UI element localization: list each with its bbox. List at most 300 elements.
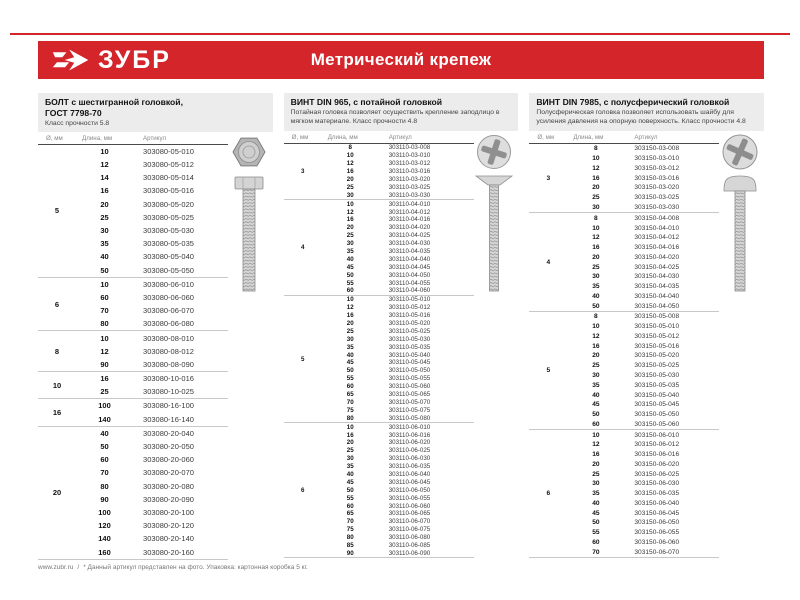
length-value: 50 (346, 271, 354, 279)
article-value: 303110-06-085 (388, 541, 431, 549)
length-value: 10 (100, 146, 109, 156)
article-value: 303110-04-055 (388, 279, 431, 287)
article-value: 303110-05-050 (388, 367, 431, 375)
article-value: 303080-20-060 (143, 455, 194, 465)
length-value: 35 (346, 343, 354, 351)
article-value: 303080-06-010 (143, 279, 194, 289)
length-value: 60 (592, 539, 600, 546)
length-value: 25 (592, 194, 600, 202)
length-value: 30 (592, 480, 600, 488)
length-value: 85 (346, 541, 354, 549)
length-value: 50 (592, 302, 600, 310)
article-value: 303110-06-030 (388, 455, 431, 463)
length-value: 12 (592, 164, 600, 172)
table-row (322, 534, 474, 542)
length-value: 35 (592, 283, 600, 291)
length-value: 75 (346, 526, 354, 534)
length-value: 45 (346, 263, 354, 271)
article-value: 303080-20-140 (143, 534, 194, 544)
article-value: 303150-05-020 (634, 352, 680, 360)
length-value: 10 (100, 279, 109, 289)
diameter-group (38, 145, 228, 278)
table-row (322, 414, 474, 422)
table-row (76, 331, 228, 344)
length-value: 40 (100, 252, 109, 262)
table-row (76, 264, 228, 277)
col-header-article: Артикул (634, 134, 658, 141)
article-value: 303080-05-040 (143, 252, 194, 262)
article-value: 303110-06-050 (388, 486, 431, 494)
article-value: 303110-04-020 (388, 224, 431, 232)
article-value: 303080-05-014 (143, 173, 194, 183)
article-value: 303150-06-045 (634, 509, 680, 517)
table-row (322, 486, 474, 494)
length-value: 14 (100, 173, 109, 183)
length-value: 55 (346, 494, 354, 502)
length-value: 16 (592, 342, 600, 350)
col-header-article: Артикул (143, 134, 167, 142)
length-value: 16 (592, 174, 600, 182)
length-value: 8 (594, 313, 598, 321)
article-value: 303110-05-045 (388, 359, 431, 367)
length-value: 10 (592, 224, 600, 232)
article-value: 303110-05-070 (388, 398, 431, 406)
article-value: 303110-05-040 (388, 351, 431, 359)
countersunk-screw-photo (470, 131, 518, 293)
table-row (322, 399, 474, 407)
length-value: 10 (346, 296, 354, 304)
table-row (567, 489, 719, 499)
length-value: 45 (346, 478, 354, 486)
table-row (567, 528, 719, 538)
article-value: 303110-03-016 (388, 168, 431, 176)
table-column-headers (38, 132, 228, 144)
table-row (76, 158, 228, 171)
table-row (322, 216, 474, 224)
table-row (567, 233, 719, 243)
table-row (567, 538, 719, 548)
length-value: 90 (100, 494, 109, 504)
article-value: 303110-04-050 (388, 271, 431, 279)
diameter-value: 6 (54, 299, 60, 309)
table-row (322, 312, 474, 320)
diameter-group (38, 331, 228, 372)
table-row (567, 272, 719, 282)
article-value: 303110-05-065 (388, 391, 431, 399)
length-value: 50 (592, 519, 600, 527)
sections (38, 93, 764, 560)
article-value: 303150-06-050 (634, 519, 680, 527)
table-row (76, 211, 228, 224)
article-value: 303080-05-012 (143, 160, 194, 170)
length-value: 40 (592, 499, 600, 507)
table-row (322, 406, 474, 414)
length-value: 45 (346, 359, 354, 367)
footer-separator: / (77, 564, 80, 571)
article-value: 303080-16-140 (143, 414, 194, 424)
length-value: 20 (100, 199, 109, 209)
length-value: 25 (592, 362, 600, 370)
length-value: 25 (346, 327, 354, 335)
length-value: 40 (592, 391, 600, 399)
article-value: 303080-10-025 (143, 387, 194, 397)
table-row (322, 471, 474, 479)
length-value: 35 (592, 490, 600, 498)
length-value: 20 (346, 439, 354, 447)
length-value: 70 (100, 468, 109, 478)
table-row (76, 358, 228, 371)
length-value: 90 (346, 549, 354, 557)
product-photo (716, 131, 764, 293)
table-row (76, 317, 228, 330)
length-value: 70 (592, 548, 600, 556)
length-value: 30 (346, 335, 354, 343)
table-row (322, 439, 474, 447)
article-value: 303080-20-070 (143, 468, 194, 478)
article-value: 303150-05-050 (634, 411, 680, 419)
article-value: 303080-20-100 (143, 507, 194, 517)
section-title: ВИНТ DIN 965, с потайной головкой (290, 97, 443, 107)
article-value: 303150-05-060 (634, 420, 680, 428)
table-row (322, 423, 474, 431)
article-value: 303150-06-040 (634, 499, 680, 507)
length-value: 30 (346, 240, 354, 248)
table-row (76, 250, 228, 263)
table-row (76, 345, 228, 358)
length-value: 12 (346, 304, 354, 312)
article-value: 303150-04-010 (634, 224, 680, 232)
length-value: 16 (346, 168, 354, 176)
footer (38, 564, 308, 571)
article-value: 303110-03-010 (388, 152, 431, 160)
article-value: 303110-06-080 (388, 534, 431, 542)
catalog-section (38, 93, 273, 560)
article-value: 303150-05-030 (634, 371, 680, 379)
diameter-value: 3 (546, 174, 551, 182)
article-value: 303150-05-008 (634, 313, 680, 321)
diameter-group (38, 399, 228, 426)
article-value: 303150-06-010 (634, 431, 680, 439)
length-value: 16 (346, 312, 354, 320)
article-value: 303150-03-010 (634, 155, 680, 163)
length-value: 60 (592, 420, 600, 428)
article-value: 303110-04-035 (388, 248, 431, 256)
length-value: 80 (346, 534, 354, 542)
table-row (567, 312, 719, 322)
table-row (76, 413, 228, 426)
diameter-value: 4 (300, 244, 305, 252)
footer-site: www.zubr.ru (38, 564, 74, 571)
article-value: 303110-06-070 (388, 518, 431, 526)
article-value: 303110-03-008 (388, 144, 431, 152)
length-value: 10 (346, 200, 354, 208)
article-value: 303080-06-070 (143, 306, 194, 316)
table-row (567, 252, 719, 262)
catalog-section (529, 93, 764, 560)
table-row (322, 463, 474, 471)
length-value: 40 (592, 292, 600, 300)
article-value: 303110-04-045 (388, 263, 431, 271)
length-value: 35 (592, 381, 600, 389)
article-value: 303080-20-090 (143, 494, 194, 504)
diameter-group (529, 213, 719, 312)
table-row (567, 282, 719, 292)
table-row (322, 478, 474, 486)
article-value: 303150-03-016 (634, 174, 680, 182)
table-row (76, 532, 228, 545)
article-value: 303150-04-025 (634, 263, 680, 271)
table-row (567, 223, 719, 233)
length-value: 12 (346, 160, 354, 168)
article-value: 303080-08-090 (143, 359, 194, 369)
table-row (567, 440, 719, 450)
logo-text: ЗУБР (98, 45, 171, 74)
section-title: БОЛТ с шестигранной головкой, ГОСТ 7798-70 (45, 97, 183, 118)
length-value: 35 (346, 248, 354, 256)
article-value: 303080-08-012 (143, 346, 194, 356)
article-value: 303110-06-075 (388, 526, 431, 534)
article-value: 303150-04-050 (634, 302, 680, 310)
table-row (567, 291, 719, 301)
article-value: 303080-05-010 (143, 146, 194, 156)
article-value: 303080-08-010 (143, 333, 194, 343)
diameter-value: 5 (546, 367, 551, 375)
length-value: 16 (592, 244, 600, 252)
length-value: 25 (346, 232, 354, 240)
length-value: 30 (346, 455, 354, 463)
table-row (76, 519, 228, 532)
length-value: 12 (100, 346, 109, 356)
table-row (567, 341, 719, 351)
article-value: 303110-05-012 (388, 304, 431, 312)
col-header-diameter: Ø, мм (537, 134, 555, 141)
table-row (76, 237, 228, 250)
article-value: 303110-05-080 (388, 414, 431, 422)
length-value: 40 (346, 351, 354, 359)
table-row (567, 450, 719, 460)
length-value: 10 (100, 333, 109, 343)
table-row (76, 145, 228, 158)
product-photo (225, 131, 273, 293)
length-value: 35 (100, 239, 109, 249)
products-table (38, 144, 228, 560)
length-value: 65 (346, 510, 354, 518)
table-row (567, 183, 719, 193)
article-value: 303110-06-090 (388, 549, 431, 557)
article-value: 303150-04-008 (634, 214, 680, 222)
article-value: 303080-05-025 (143, 212, 194, 222)
article-value: 303080-05-035 (143, 239, 194, 249)
diameter-value: 20 (52, 488, 62, 498)
table-row (567, 419, 719, 429)
article-value: 303150-05-012 (634, 332, 680, 340)
length-value: 25 (100, 387, 109, 397)
article-value: 303150-04-012 (634, 234, 680, 242)
length-value: 140 (98, 534, 111, 544)
length-value: 30 (592, 273, 600, 281)
article-value: 303150-06-020 (634, 460, 680, 468)
table-row (567, 361, 719, 371)
table-row (567, 460, 719, 470)
table-row (567, 508, 719, 518)
diameter-value: 5 (54, 206, 60, 216)
length-value: 140 (98, 414, 111, 424)
length-value: 20 (346, 320, 354, 328)
diameter-value: 3 (300, 168, 305, 176)
table-row (322, 287, 474, 295)
length-value: 10 (592, 431, 600, 439)
top-rule (10, 33, 790, 35)
table-row (322, 383, 474, 391)
length-value: 50 (346, 486, 354, 494)
table-row (76, 385, 228, 398)
section-header (529, 93, 764, 131)
header-band (38, 41, 764, 79)
article-value: 303110-05-075 (388, 406, 431, 414)
length-value: 25 (592, 470, 600, 478)
length-value: 70 (346, 398, 354, 406)
article-value: 303110-05-016 (388, 312, 431, 320)
length-value: 20 (346, 224, 354, 232)
article-value: 303080-05-016 (143, 186, 194, 196)
length-value: 16 (100, 186, 109, 196)
diameter-group (284, 296, 474, 423)
table-row (322, 255, 474, 263)
length-value: 16 (592, 451, 600, 459)
table-row (322, 447, 474, 455)
length-value: 60 (100, 292, 109, 302)
diameter-group (284, 200, 474, 296)
table-row (567, 173, 719, 183)
article-value: 303080-20-040 (143, 428, 194, 438)
table-row (322, 494, 474, 502)
table-row (322, 375, 474, 383)
article-value: 303150-06-030 (634, 480, 680, 488)
table-row (567, 479, 719, 489)
diameter-group (284, 423, 474, 558)
article-value: 303110-05-030 (388, 335, 431, 343)
length-value: 20 (592, 253, 600, 261)
article-value: 303110-06-065 (388, 510, 431, 518)
table-column-headers (284, 131, 474, 143)
article-value: 303110-05-025 (388, 327, 431, 335)
table-row (567, 262, 719, 272)
diameter-value: 6 (546, 490, 551, 498)
length-value: 35 (346, 463, 354, 471)
length-value: 60 (346, 502, 354, 510)
table-row (322, 191, 474, 199)
table-row (567, 203, 719, 213)
length-value: 10 (592, 155, 600, 163)
length-value: 8 (594, 214, 598, 222)
products-table (284, 143, 474, 558)
table-row (76, 480, 228, 493)
article-value: 303150-04-016 (634, 244, 680, 252)
length-value: 40 (346, 255, 354, 263)
col-header-length: Длина, мм (573, 134, 604, 141)
article-value: 303080-20-160 (143, 547, 194, 557)
length-value: 50 (346, 367, 354, 375)
table-row (322, 263, 474, 271)
table-row (322, 200, 474, 208)
article-value: 303110-04-016 (388, 216, 431, 224)
diameter-value: 4 (546, 258, 551, 266)
article-value: 303110-04-030 (388, 240, 431, 248)
table-row (567, 469, 719, 479)
article-value: 303110-06-016 (388, 431, 431, 439)
table-row (76, 184, 228, 197)
article-value: 303080-20-120 (143, 521, 194, 531)
table-row (567, 243, 719, 253)
length-value: 75 (346, 406, 354, 414)
article-value: 303110-06-035 (388, 463, 431, 471)
table-row (322, 391, 474, 399)
article-value: 303110-06-020 (388, 439, 431, 447)
length-value: 80 (346, 414, 354, 422)
table-row (567, 332, 719, 342)
length-value: 16 (346, 431, 354, 439)
table-row (567, 518, 719, 528)
length-value: 25 (346, 447, 354, 455)
length-value: 55 (346, 279, 354, 287)
catalog-section (284, 93, 519, 560)
length-value: 50 (592, 411, 600, 419)
length-value: 20 (592, 352, 600, 360)
article-value: 303110-05-020 (388, 320, 431, 328)
products-table (529, 143, 719, 558)
length-value: 25 (346, 183, 354, 191)
article-value: 303150-04-030 (634, 273, 680, 281)
article-value: 303080-10-016 (143, 374, 194, 384)
table-row (76, 304, 228, 317)
length-value: 12 (592, 234, 600, 242)
article-value: 303110-05-010 (388, 296, 431, 304)
table-row (567, 351, 719, 361)
article-value: 303150-05-016 (634, 342, 680, 350)
table-row (322, 455, 474, 463)
section-header (38, 93, 273, 132)
table-row (567, 390, 719, 400)
table-row (322, 168, 474, 176)
table-row (322, 176, 474, 184)
table-row (322, 327, 474, 335)
article-value: 303110-06-010 (388, 423, 431, 431)
article-value: 303080-06-060 (143, 292, 194, 302)
table-row (567, 213, 719, 223)
table-row (567, 499, 719, 509)
table-row (567, 154, 719, 164)
article-value: 303150-03-020 (634, 184, 680, 192)
table-row (76, 466, 228, 479)
length-value: 80 (100, 481, 109, 491)
table-row (567, 400, 719, 410)
table-row (76, 224, 228, 237)
diameter-group (529, 312, 719, 430)
table-row (76, 198, 228, 211)
zubr-arrow-icon (51, 47, 91, 73)
article-value: 303150-05-040 (634, 391, 680, 399)
length-value: 12 (592, 441, 600, 449)
table-row (76, 278, 228, 291)
article-value: 303150-05-035 (634, 381, 680, 389)
hex-bolt-photo (225, 131, 273, 293)
article-value: 303080-20-050 (143, 442, 194, 452)
length-value: 40 (100, 428, 109, 438)
article-value: 303110-03-020 (388, 176, 431, 183)
table-row (322, 431, 474, 439)
length-value: 20 (592, 184, 600, 192)
table-row (322, 144, 474, 152)
